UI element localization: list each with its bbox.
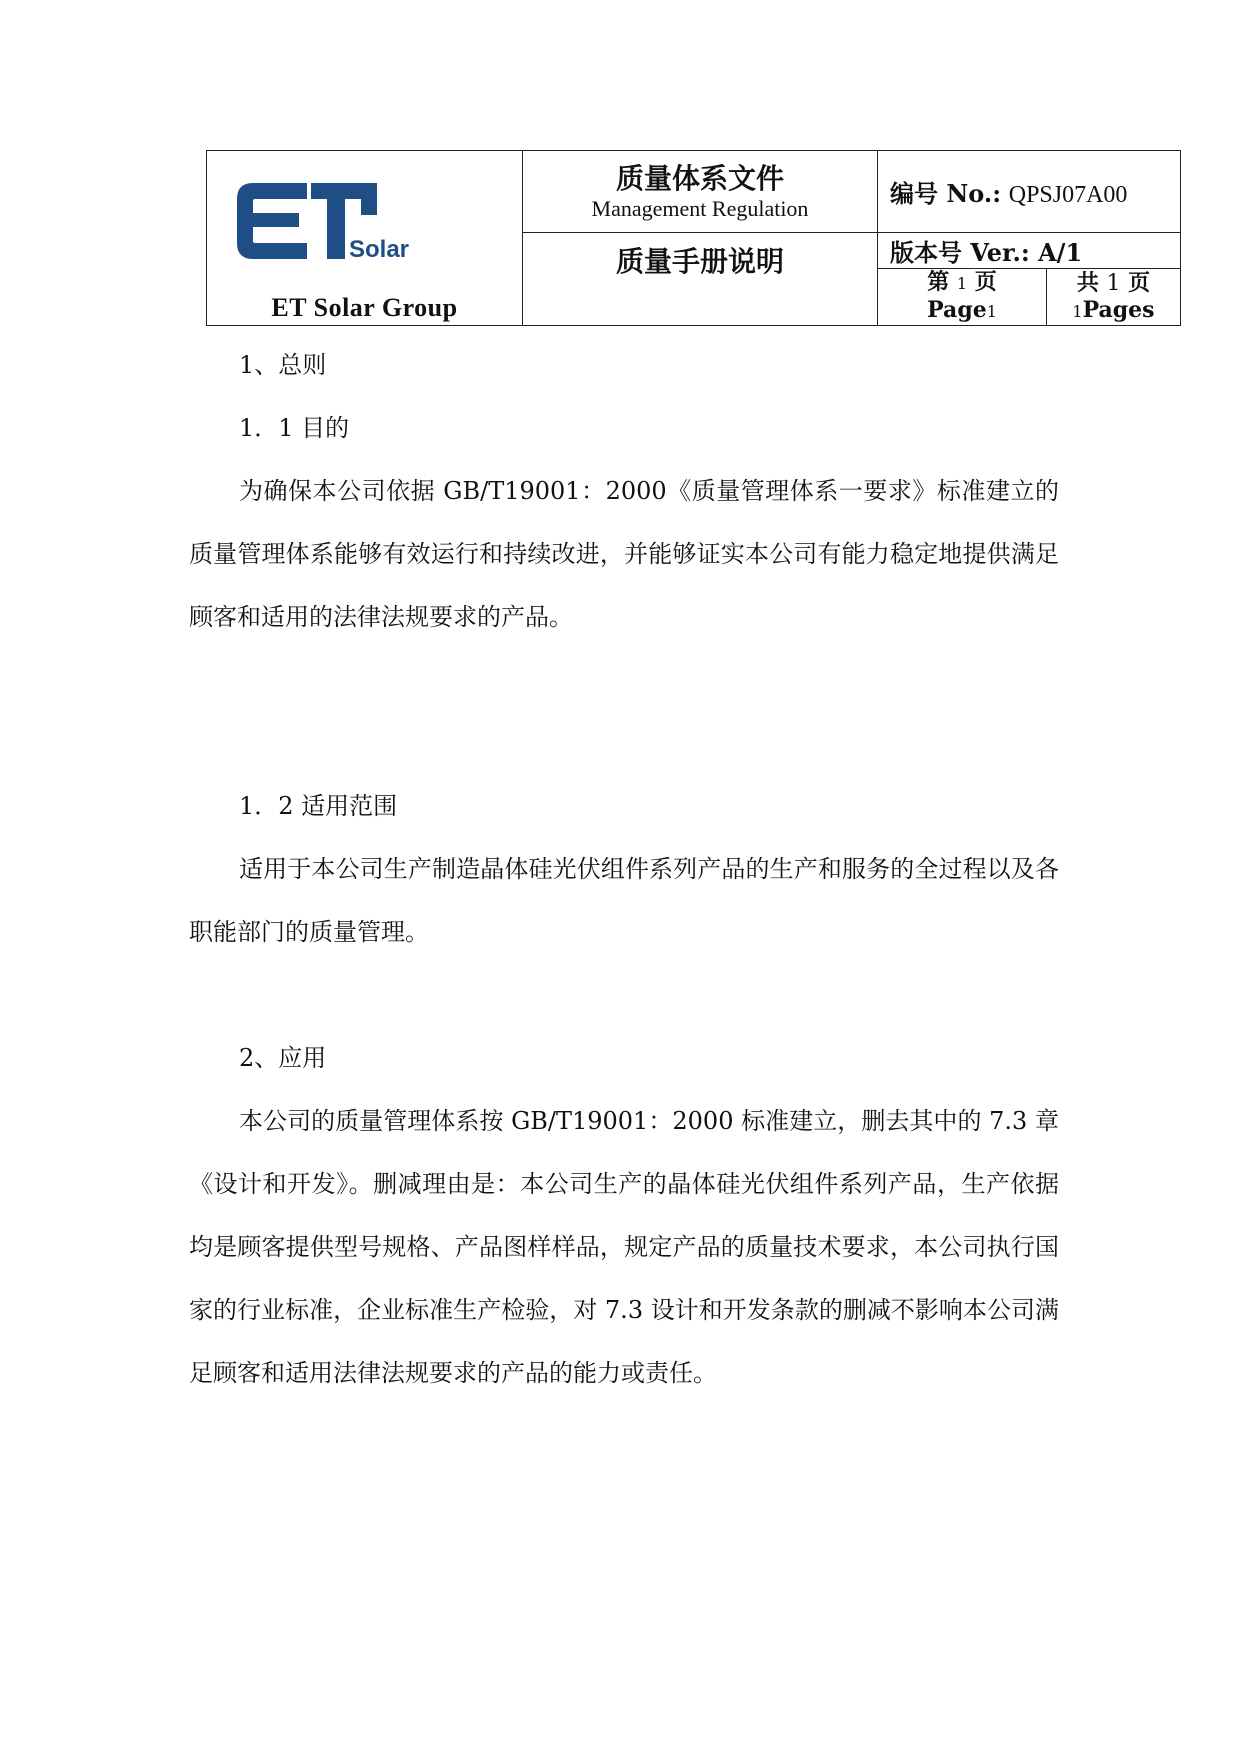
- doc-number-cell: [878, 151, 1181, 233]
- doc-title: 质量手册说明: [523, 233, 878, 326]
- logo-text: Solar: [349, 236, 410, 263]
- total-label-en: Pages: [1082, 296, 1155, 323]
- page-number-cell: [878, 269, 1047, 326]
- version-value: A/1: [1038, 238, 1083, 267]
- document-header-table: [206, 150, 1181, 326]
- company-name: ET Solar Group: [271, 293, 458, 322]
- doc-number-value: QPSJ07A00: [1008, 182, 1128, 208]
- doc-type-cell: [523, 151, 878, 233]
- section-2-text: 本公司的质量管理体系按 GB/T19001：2000 标准建立，删去其中的 7.3 章《设计和开发》。删减理由是：本公司生产的晶体硅光伏组件系列产品，生产依据均是顾客提供型号规格、产品图样样品，规定产品的质量技术要求，本公司执行国家的行业标准，企业标准生产检验，对 7.3 设计和开发条款的删减不影响本公司满足顾客和适用法律法规要求的产品的能力或责任。: [189, 1107, 1059, 1387]
- total-unit-cn: 页: [1128, 269, 1151, 296]
- doc-number-label: 编号 No.:: [890, 179, 1002, 208]
- total-pages-cell: [1047, 269, 1181, 326]
- section-2-heading: 2、应用: [239, 1044, 327, 1072]
- page-label-en: Page: [927, 297, 987, 323]
- logo-cell: [207, 151, 523, 326]
- section-1-1-heading: 1．1 目的: [239, 414, 350, 442]
- total-pages: 1: [1106, 270, 1121, 296]
- document-body: [189, 334, 1059, 1405]
- section-1-2-text: 适用于本公司生产制造晶体硅光伏组件系列产品的生产和服务的全过程以及各职能部门的质量管理。: [189, 855, 1059, 946]
- section-1-heading: 1、总则: [239, 351, 327, 379]
- version-cell: [878, 233, 1181, 269]
- spacer: [189, 964, 1059, 1027]
- doc-type-cn: 质量体系文件: [615, 161, 784, 195]
- spacer: [189, 649, 1059, 775]
- section-1-2-heading: 1．2 适用范围: [239, 792, 398, 820]
- total-pages-en: 1: [1072, 301, 1083, 321]
- version-label: 版本号 Ver.:: [890, 238, 1030, 267]
- doc-type-en: Management Regulation: [591, 195, 809, 221]
- page-unit-cn: 页: [974, 269, 997, 295]
- page-number: 1: [956, 274, 968, 293]
- page-number-en: 1: [986, 302, 997, 321]
- section-1-1-text: 为确保本公司依据 GB/T19001：2000《质量管理体系一要求》标准建立的质量管理体系能够有效运行和持续改进，并能够证实本公司有能力稳定地提供满足顾客和适用的法律法规要求的产品。: [189, 477, 1059, 631]
- total-label-cn: 共: [1076, 269, 1099, 296]
- page-label-cn: 第: [927, 269, 950, 295]
- et-solar-logo-icon: [237, 177, 427, 273]
